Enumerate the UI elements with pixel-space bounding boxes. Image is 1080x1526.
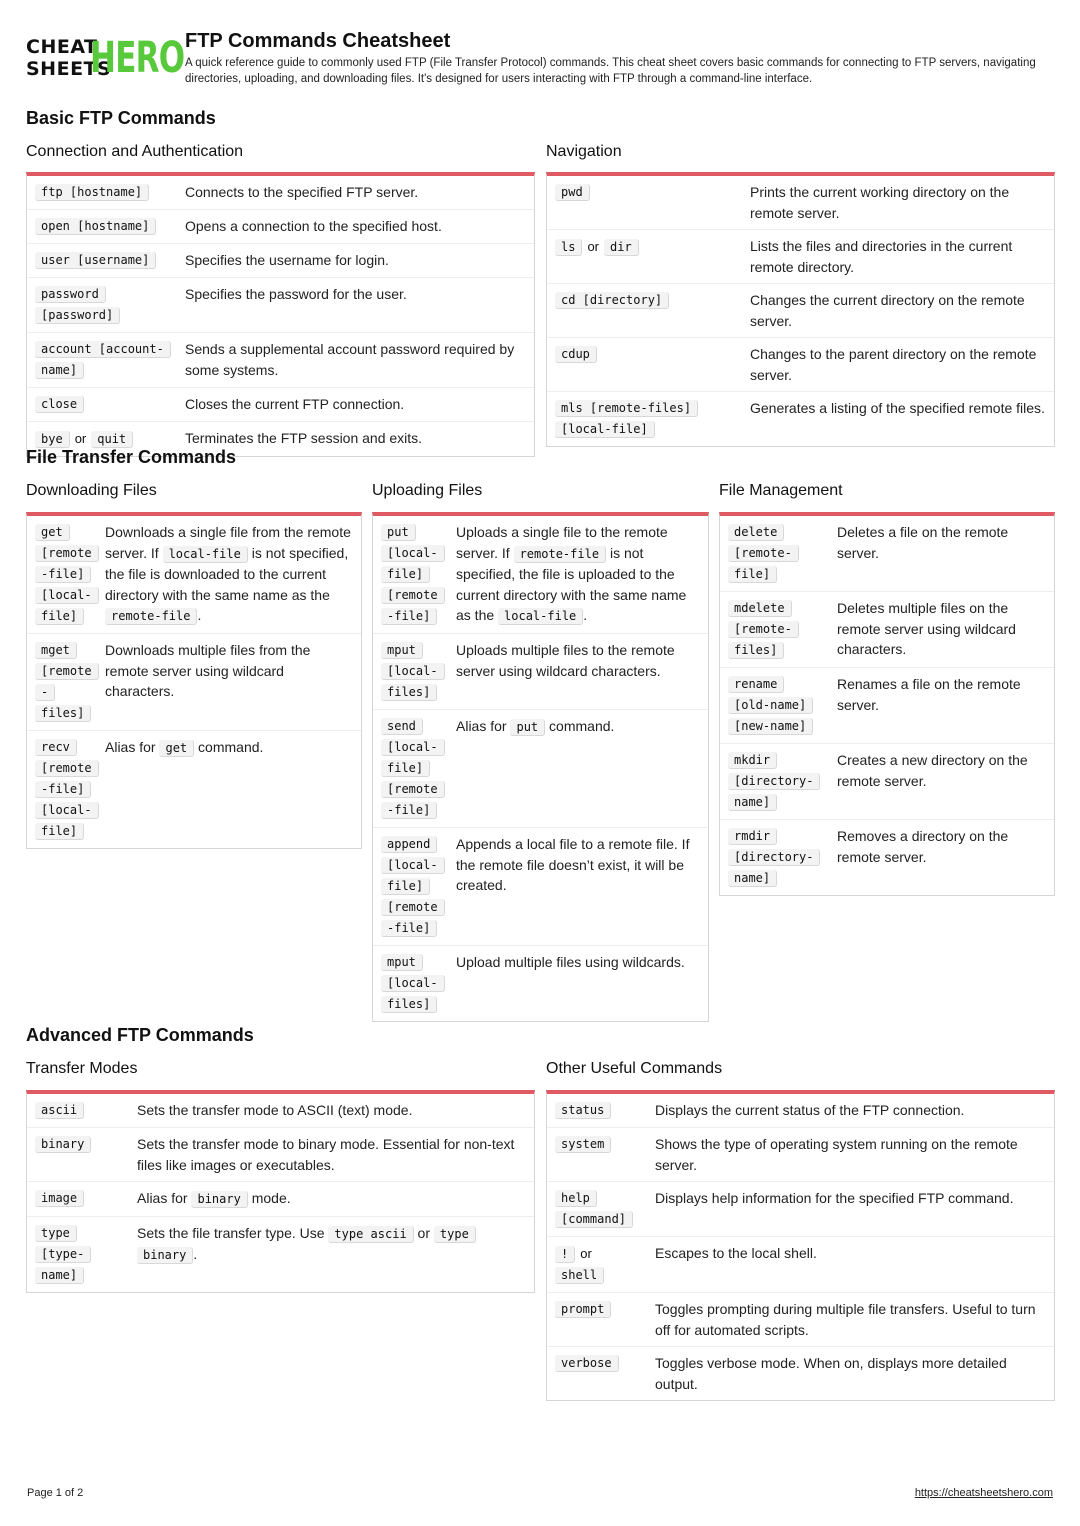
command-code: file]	[35, 608, 84, 625]
table-row	[27, 1094, 534, 1128]
file-management-card	[719, 512, 1055, 896]
subsection-downloading-title: Downloading Files	[26, 482, 157, 499]
uploading-card	[372, 512, 709, 1022]
command-description	[105, 737, 361, 842]
table-row	[27, 634, 361, 731]
table-row	[27, 176, 534, 210]
command-code: cd [directory]	[555, 292, 669, 309]
subsection-file-management-title: File Management	[719, 482, 843, 499]
command-code: -file]	[381, 608, 437, 625]
page-description: A quick reference guide to commonly used FTP (File Transfer Protocol) commands. This cheat sheet covers basic commands for connecting to FTP servers, navigating directories, uploading, and downloading files. It's designed for users interacting with FTP through a command-line interface.	[185, 57, 1036, 85]
command-description	[137, 1134, 534, 1175]
table-row	[27, 1217, 534, 1292]
command-description: Creates a new directory on the remote server.	[837, 752, 1028, 789]
table-row	[27, 516, 361, 634]
table-row	[373, 828, 708, 946]
command-description: Changes to the parent directory on the remote server.	[750, 346, 1037, 383]
table-row	[27, 244, 534, 278]
section-basic-title: Basic FTP Commands	[26, 108, 216, 128]
command-description: Closes the current FTP connection.	[185, 396, 405, 412]
description-text: Sets the transfer mode to ASCII (text) mode.	[137, 1102, 413, 1118]
command-code: mkdir	[728, 752, 777, 769]
command-code: [remote	[35, 545, 99, 562]
table-row	[27, 210, 534, 244]
table-row	[27, 1182, 534, 1217]
command-cell	[35, 1188, 137, 1210]
command-code: password	[35, 286, 106, 303]
command-code: put	[381, 524, 416, 541]
subsection-connection-title: Connection and Authentication	[26, 143, 244, 160]
table-row	[720, 744, 1054, 820]
command-code: [local-	[381, 857, 445, 874]
command-description: Lists the files and directories in the current remote directory.	[750, 238, 1013, 275]
command-description: Generates a listing of the specified remote files.	[750, 400, 1045, 416]
command-code: [local-	[381, 663, 445, 680]
subsection-navigation-title: Navigation	[546, 143, 622, 160]
command-cell	[35, 250, 185, 271]
inline-code: type	[434, 1226, 476, 1243]
command-description: Sends a supplemental account password required by some systems.	[185, 341, 515, 378]
command-code: close	[35, 396, 84, 413]
command-cell	[555, 182, 750, 223]
command-description: Escapes to the local shell.	[655, 1245, 817, 1261]
command-cell	[728, 522, 837, 585]
command-description: Opens a connection to the specified host.	[185, 218, 442, 234]
command-code: append	[381, 836, 437, 853]
command-description: Deletes multiple files on the remote server using wildcard characters.	[837, 600, 1016, 657]
command-code: open [hostname]	[35, 218, 156, 235]
or-separator: or	[74, 431, 87, 446]
inline-code: local-file	[163, 546, 248, 563]
table-row	[373, 710, 708, 828]
command-code: delete	[728, 524, 784, 541]
command-code: quit	[91, 431, 133, 448]
table-row	[27, 333, 534, 388]
command-code: ftp [hostname]	[35, 184, 149, 201]
command-description: Toggles prompting during multiple file transfers. Useful to turn off for automated scripts.	[655, 1301, 1036, 1338]
section-advanced-title: Advanced FTP Commands	[26, 1025, 254, 1045]
inline-code: remote-file	[105, 608, 197, 625]
command-description: Connects to the specified FTP server.	[185, 184, 419, 200]
description-text: or	[413, 1224, 434, 1241]
table-row	[27, 388, 534, 422]
subsection-transfer-modes-title: Transfer Modes	[26, 1060, 138, 1077]
table-row	[547, 1182, 1054, 1237]
command-code: mput	[381, 642, 423, 659]
inline-code: put	[510, 719, 545, 736]
table-row	[547, 1293, 1054, 1347]
command-code: [remote	[35, 663, 99, 680]
command-code: rename	[728, 676, 784, 693]
description-text: .	[197, 607, 202, 623]
command-code: help	[555, 1190, 597, 1207]
command-code: [old-name]	[728, 697, 813, 714]
command-description: Specifies the password for the user.	[185, 286, 407, 302]
command-code: [local-	[381, 739, 445, 756]
table-row	[720, 592, 1054, 668]
command-code: files]	[35, 705, 91, 722]
command-code: [local-	[381, 545, 445, 562]
table-row	[547, 1128, 1054, 1182]
command-code: user [username]	[35, 252, 156, 269]
command-code: file]	[381, 878, 430, 895]
command-cell	[381, 522, 456, 627]
command-cell	[35, 216, 185, 237]
command-description: Prints the current working directory on the remote server.	[750, 184, 1010, 221]
command-code: mget	[35, 642, 77, 659]
command-code: system	[555, 1136, 611, 1153]
table-row	[27, 731, 361, 848]
command-code: pwd	[555, 184, 590, 201]
command-code: -file]	[381, 920, 437, 937]
or-separator: or	[587, 239, 600, 254]
inline-code: local-file	[498, 608, 583, 625]
command-cell	[555, 344, 750, 385]
command-code: mls [remote-files]	[555, 400, 698, 417]
command-code: file]	[35, 823, 84, 840]
command-cell	[35, 339, 185, 381]
command-code: [type-	[35, 1246, 91, 1263]
transfer-modes-card	[26, 1090, 535, 1293]
description-text: Uploads a single file to the remote server. If	[456, 524, 668, 561]
command-cell	[381, 834, 456, 939]
command-code: [password]	[35, 307, 120, 324]
command-code: -	[35, 684, 55, 701]
description-text: is not specified, the file is uploaded to the current directory with the same name as the	[456, 544, 687, 623]
command-code: get	[35, 524, 70, 541]
description-text: Sets the file transfer type. Use	[137, 1224, 329, 1241]
command-code: ascii	[35, 1102, 84, 1119]
description-text: .	[583, 607, 588, 623]
command-code: !	[555, 1246, 575, 1263]
command-code: cdup	[555, 346, 597, 363]
command-cell	[728, 826, 837, 889]
command-code: [directory-	[728, 849, 820, 866]
command-description: Shows the type of operating system running on the remote server.	[655, 1136, 1018, 1173]
table-row	[27, 278, 534, 333]
command-code: type	[35, 1225, 77, 1242]
command-code: files]	[381, 996, 437, 1013]
command-code: name]	[728, 794, 777, 811]
inline-code: get	[159, 740, 194, 757]
command-cell	[728, 598, 837, 661]
command-cell	[35, 737, 105, 842]
table-row	[547, 1094, 1054, 1128]
command-code: [local-	[381, 975, 445, 992]
table-row	[373, 946, 708, 1021]
description-text: Sets the transfer mode to binary mode. Essential for non-text files like images or executables.	[137, 1136, 515, 1173]
command-code: recv	[35, 739, 77, 756]
command-code: [directory-	[728, 773, 820, 790]
description-text: Downloads a single file from the remote server. If	[105, 524, 351, 561]
table-row	[27, 1128, 534, 1182]
table-row	[547, 1237, 1054, 1293]
command-description: Renames a file on the remote server.	[837, 676, 1021, 713]
command-code: dir	[604, 239, 639, 256]
command-code: name]	[35, 362, 84, 379]
command-code: [local-	[35, 802, 99, 819]
command-cell	[35, 394, 185, 415]
description-text: Alias for	[137, 1190, 192, 1206]
command-cell	[35, 640, 105, 724]
site-link[interactable]: https://cheatsheetshero.com	[914, 1487, 1053, 1499]
command-description: Terminates the FTP session and exits.	[185, 430, 423, 446]
downloading-card	[26, 512, 362, 849]
command-code: verbose	[555, 1355, 619, 1372]
command-code: prompt	[555, 1301, 611, 1318]
command-description	[105, 640, 361, 724]
command-cell	[35, 1223, 137, 1286]
command-code: image	[35, 1190, 84, 1207]
command-cell	[35, 284, 185, 326]
command-description	[137, 1100, 534, 1121]
command-code: [remote	[381, 781, 445, 798]
description-text: Uploads multiple files to the remote server using wildcard characters.	[456, 642, 675, 679]
table-row	[547, 284, 1054, 338]
command-description	[456, 640, 708, 703]
command-description	[137, 1188, 534, 1210]
description-text: Upload multiple files using wildcards.	[456, 954, 685, 970]
command-description: Displays help information for the specified FTP command.	[655, 1190, 1014, 1206]
command-code: [remote	[381, 587, 445, 604]
command-code: [local-file]	[555, 421, 655, 438]
command-code: rmdir	[728, 828, 777, 845]
command-code: [remote	[381, 899, 445, 916]
description-text: is not specified, the file is downloaded to the current directory with the same name as the	[105, 544, 349, 603]
or-separator: or	[580, 1246, 592, 1261]
command-description	[137, 1223, 534, 1286]
command-cell	[555, 1353, 655, 1394]
command-code: mdelete	[728, 600, 792, 617]
page-title: FTP Commands Cheatsheet	[185, 30, 451, 52]
command-code: [new-name]	[728, 718, 813, 735]
command-description	[456, 716, 708, 821]
command-code: files]	[381, 684, 437, 701]
command-code: -file]	[35, 781, 91, 798]
table-row	[547, 176, 1054, 230]
command-code: binary	[35, 1136, 91, 1153]
description-text: mode.	[247, 1190, 291, 1206]
command-cell	[35, 1100, 137, 1121]
command-code: status	[555, 1102, 611, 1119]
page-header	[26, 30, 1056, 92]
command-code: -file]	[381, 802, 437, 819]
command-code: bye	[35, 431, 70, 448]
description-text: command.	[194, 739, 264, 755]
table-row	[547, 338, 1054, 392]
description-text: .	[193, 1246, 198, 1262]
command-description: Toggles verbose mode. When on, displays more detailed output.	[655, 1355, 1007, 1392]
description-text: Alias for	[456, 718, 511, 734]
command-cell	[35, 1134, 137, 1175]
inline-code: binary	[137, 1247, 193, 1264]
command-cell	[381, 716, 456, 821]
command-cell	[555, 1134, 655, 1175]
command-cell	[35, 522, 105, 627]
navigation-card	[546, 172, 1055, 447]
table-row	[720, 820, 1054, 895]
logo-line2: SHEETS	[26, 58, 112, 80]
subsection-other-title: Other Useful Commands	[546, 1060, 723, 1077]
table-row	[547, 230, 1054, 284]
command-code: file]	[728, 566, 777, 583]
command-cell	[555, 1188, 655, 1230]
command-cell	[728, 674, 837, 737]
command-description: Specifies the username for login.	[185, 252, 389, 268]
command-code: name]	[35, 1267, 84, 1284]
table-row	[547, 1347, 1054, 1400]
table-row	[547, 392, 1054, 446]
command-description: Changes the current directory on the remote server.	[750, 292, 1025, 329]
command-description	[456, 834, 708, 939]
description-text: Alias for	[105, 739, 160, 755]
command-code: name]	[728, 870, 777, 887]
command-code: -file]	[35, 566, 91, 583]
command-code: send	[381, 718, 423, 735]
subsection-uploading-title: Uploading Files	[372, 482, 483, 499]
table-row	[720, 516, 1054, 592]
command-code: account [account-	[35, 341, 171, 358]
command-code: [remote	[35, 760, 99, 777]
command-code: file]	[381, 760, 430, 777]
command-cell	[555, 1243, 655, 1286]
section-transfer-title: File Transfer Commands	[26, 447, 237, 467]
description-text: Appends a local file to a remote file. If the remote file doesn’t exist, it will be created.	[456, 836, 690, 893]
command-code: mput	[381, 954, 423, 971]
inline-code: type ascii	[328, 1226, 413, 1243]
page-number: Page 1 of 2	[27, 1487, 84, 1499]
command-cell	[555, 236, 750, 277]
command-description: Removes a directory on the remote server.	[837, 828, 1009, 865]
other-commands-card	[546, 1090, 1055, 1401]
command-code: ls	[555, 239, 582, 256]
command-code: [local-	[35, 587, 99, 604]
connection-card	[26, 172, 535, 457]
command-cell	[555, 398, 750, 440]
command-cell	[555, 1100, 655, 1121]
inline-code: binary	[191, 1191, 247, 1208]
command-cell	[35, 182, 185, 203]
command-description	[456, 952, 708, 1015]
inline-code: remote-file	[514, 546, 606, 563]
command-code: files]	[728, 642, 784, 659]
description-text: Downloads multiple files from the remote server using wildcard characters.	[105, 642, 311, 699]
table-row	[720, 668, 1054, 744]
command-cell	[381, 640, 456, 703]
command-description	[105, 522, 361, 627]
command-description: Displays the current status of the FTP connection.	[655, 1102, 965, 1118]
command-description	[456, 522, 708, 627]
table-row	[373, 634, 708, 710]
description-text: command.	[545, 718, 615, 734]
command-code: shell	[555, 1267, 604, 1284]
command-cell	[728, 750, 837, 813]
command-cell	[555, 1299, 655, 1340]
command-description: Deletes a file on the remote server.	[837, 524, 1009, 561]
command-cell	[555, 290, 750, 331]
logo-hero: HERO	[90, 33, 185, 83]
table-row	[373, 516, 708, 634]
command-code: file]	[381, 566, 430, 583]
logo-line1: CHEAT	[26, 36, 98, 58]
command-code: [remote-	[728, 545, 799, 562]
command-cell	[381, 952, 456, 1015]
command-code: [command]	[555, 1211, 633, 1228]
command-code: [remote-	[728, 621, 799, 638]
cheatsheetshero-logo[interactable]	[26, 33, 185, 83]
